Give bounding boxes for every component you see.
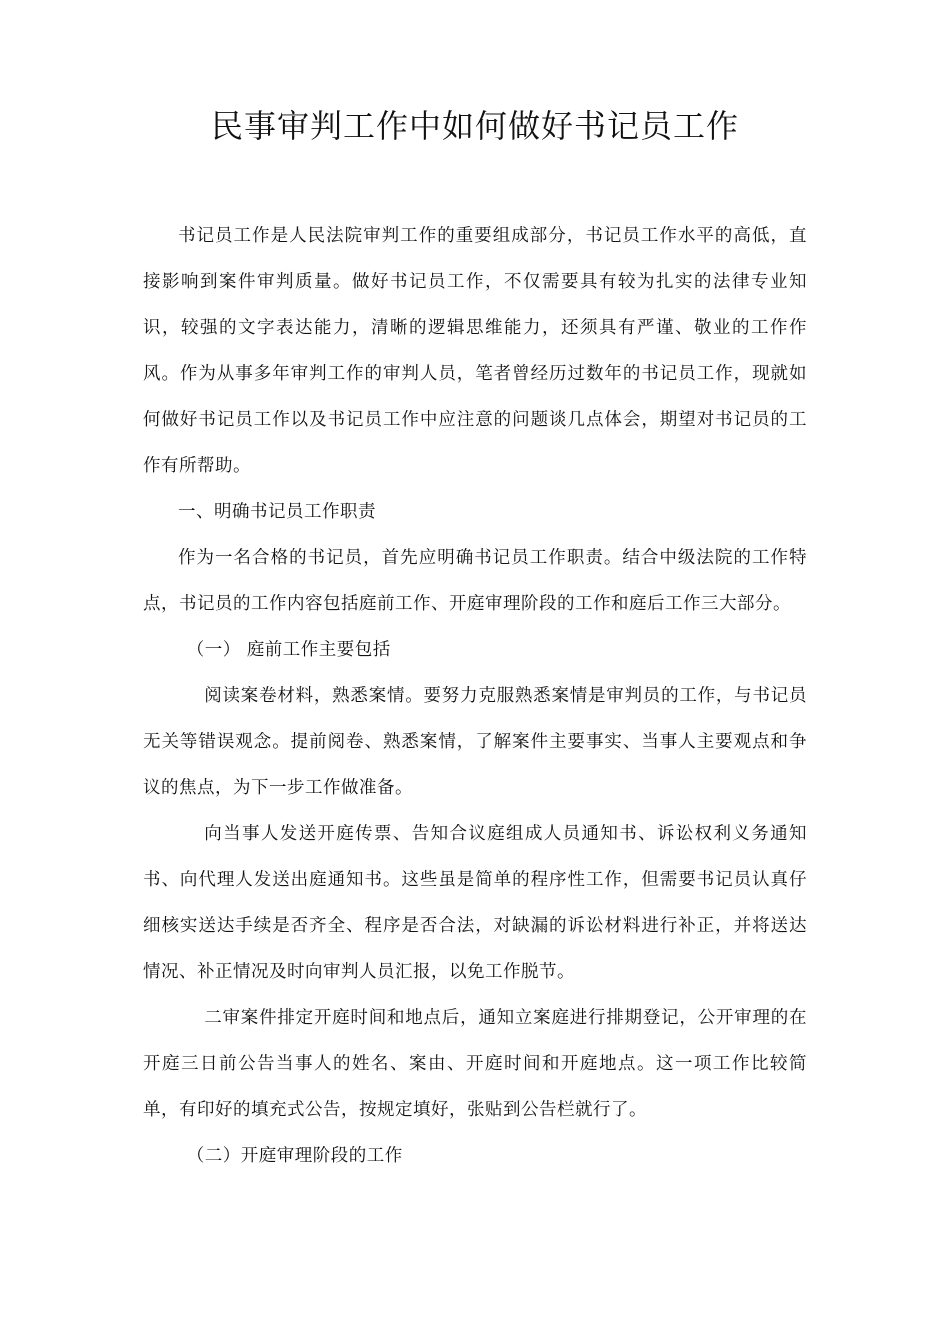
pretrial-paragraph-1: 阅读案卷材料，熟悉案情。要努力克服熟悉案情是审判员的工作，与书记员无关等错误观念。提前阅卷、熟悉案情，了解案件主要事实、当事人主要观点和争议的焦点，为下一步工作做准备。 [143,686,807,798]
pretrial-paragraph-2: 向当事人发送开庭传票、告知合议庭组成人员通知书、诉讼权利义务通知书、向代理人发送出庭通知书。这些虽是简单的程序性工作，但需要书记员认真仔细核实送达手续是否齐全、程序是否合法，对缺漏的诉讼材料进行补正，并将送达情况、补正情况及时向审判人员汇报，以免工作脱节。 [143,824,807,982]
document-title: 民事审判工作中如何做好书记员工作 [210,107,739,145]
section-heading-1: 一、明确书记员工作职责 [178,502,376,522]
subsection-heading-1: （一） 庭前工作主要包括 [186,640,391,660]
subsection-heading-2: （二）开庭审理阶段的工作 [186,1146,403,1166]
intro-paragraph: 书记员工作是人民法院审判工作的重要组成部分，书记员工作水平的高低，直接影响到案件审判质量。做好书记员工作，不仅需要具有较为扎实的法律专业知识，较强的文字表达能力，清晰的逻辑思维能力，还须具有严谨、敬业的工作作风。作为从事多年审判工作的审判人员，笔者曾经历过数年的书记员工作，现就如何做好书记员工作以及书记员工作中应注意的问题谈几点体会，期望对书记员的工作有所帮助。 [143,226,807,476]
pretrial-paragraph-3: 二审案件排定开庭时间和地点后，通知立案庭进行排期登记，公开审理的在开庭三日前公告当事人的姓名、案由、开庭时间和开庭地点。这一项工作比较简单，有印好的填充式公告，按规定填好，张贴到公告栏就行了。 [143,1008,807,1120]
document-body [143,213,807,1179]
section-1-paragraph: 作为一名合格的书记员，首先应明确书记员工作职责。结合中级法院的工作特点，书记员的工作内容包括庭前工作、开庭审理阶段的工作和庭后工作三大部分。 [143,548,807,614]
